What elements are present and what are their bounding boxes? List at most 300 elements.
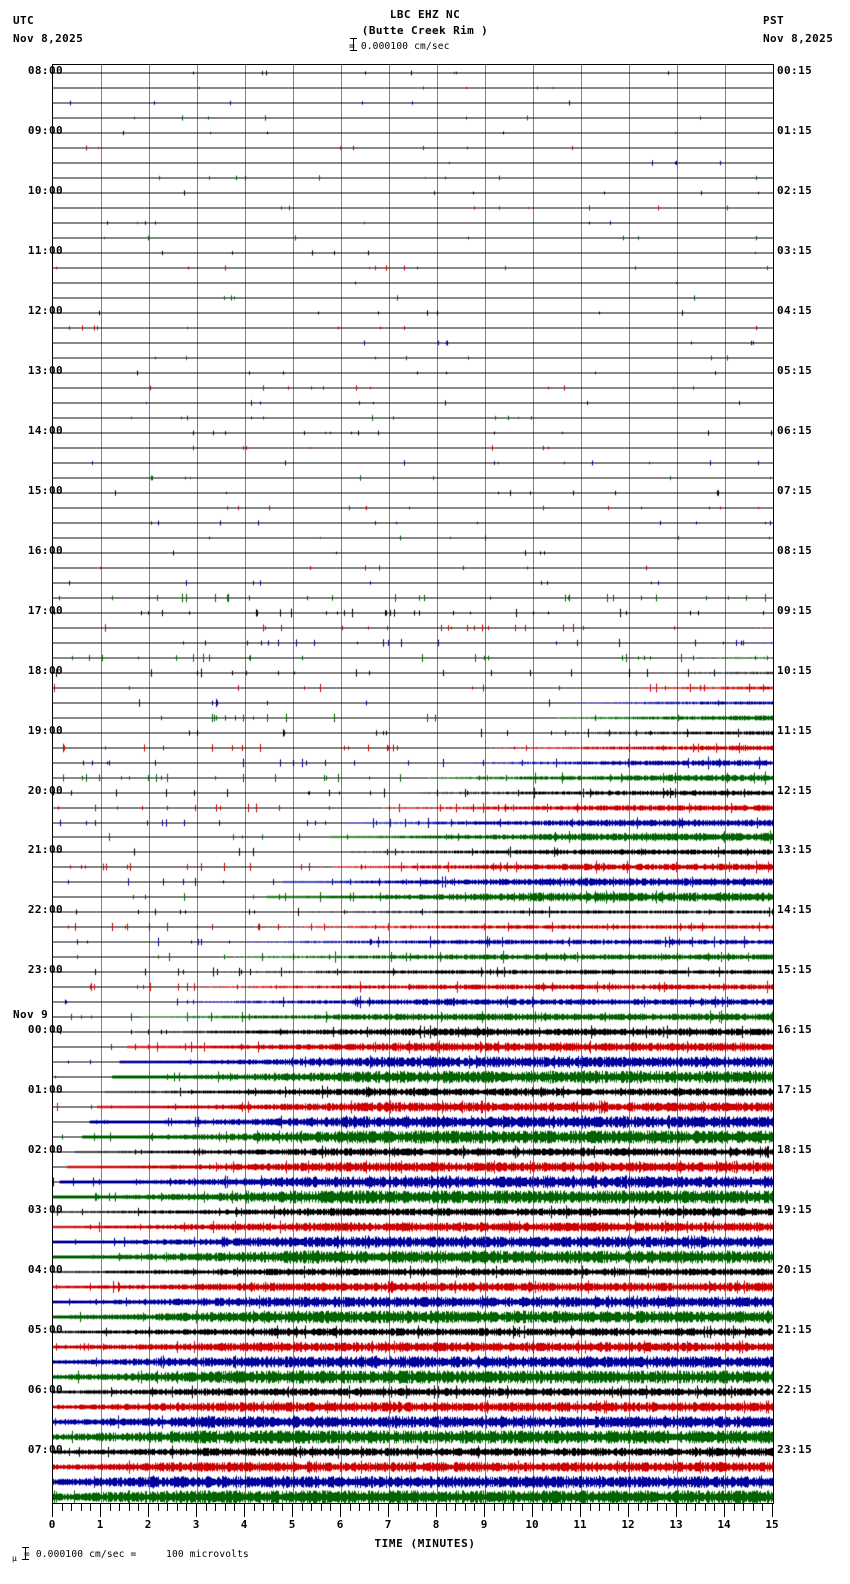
axis-minor-tick: [321, 1504, 322, 1511]
utc-hour-label: 12:00: [27, 303, 63, 317]
seismic-trace: [53, 447, 773, 448]
pst-hour-label: 09:15: [777, 603, 813, 617]
seismic-trace: [53, 372, 773, 373]
axis-tick-label: 9: [480, 1518, 488, 1531]
seismic-trace-canvas: [53, 1069, 773, 1084]
axis-tick-label: 10: [525, 1518, 539, 1531]
seismic-trace: [53, 1256, 773, 1257]
axis-minor-tick: [263, 1504, 264, 1511]
utc-hour-label: 19:00: [27, 723, 63, 737]
axis-minor-tick: [743, 1504, 744, 1511]
axis-minor-tick: [234, 1504, 235, 1511]
seismic-trace: [53, 642, 773, 643]
axis-tick-label: 8: [432, 1518, 440, 1531]
seismic-trace: [53, 687, 773, 688]
seismic-trace: [53, 537, 773, 538]
seismic-trace-canvas: [53, 829, 773, 844]
seismic-trace: [53, 1106, 773, 1107]
seismic-trace-canvas: [53, 1174, 773, 1189]
seismic-trace-canvas: [53, 530, 773, 545]
axis-minor-tick: [254, 1504, 255, 1511]
seismic-trace-canvas: [53, 1054, 773, 1069]
seismic-trace: [53, 941, 773, 942]
pst-hour-label: 14:15: [777, 903, 813, 917]
seismic-trace: [53, 1076, 773, 1077]
seismic-trace-canvas: [53, 1414, 773, 1429]
axis-minor-tick: [465, 1504, 466, 1511]
utc-hour-label: 07:00: [27, 1443, 63, 1457]
seismic-trace-canvas: [53, 1399, 773, 1414]
seismic-trace: [53, 117, 773, 118]
seismic-trace: [53, 402, 773, 403]
seismic-trace: [53, 87, 773, 88]
helicorder-plot-area[interactable]: [52, 64, 774, 1504]
seismic-trace-canvas: [53, 575, 773, 590]
seismic-trace-canvas: [53, 305, 773, 320]
axis-major-tick: [484, 1504, 485, 1517]
seismic-trace: [53, 1406, 773, 1407]
pst-hour-label: 11:15: [777, 723, 813, 737]
seismic-trace: [53, 1271, 773, 1272]
axis-minor-tick: [542, 1504, 543, 1511]
seismic-trace-canvas: [53, 605, 773, 620]
seismic-trace-canvas: [53, 1294, 773, 1309]
pst-hour-label: 17:15: [777, 1083, 813, 1097]
seismic-trace: [53, 462, 773, 463]
seismic-trace-canvas: [53, 755, 773, 770]
axis-major-tick: [532, 1504, 533, 1517]
axis-minor-tick: [551, 1504, 552, 1511]
seismic-trace: [53, 851, 773, 852]
axis-tick-label: 1: [96, 1518, 104, 1531]
axis-tick-label: 12: [621, 1518, 635, 1531]
axis-minor-tick: [311, 1504, 312, 1511]
seismic-trace-canvas: [53, 335, 773, 350]
pst-hour-label: 01:15: [777, 123, 813, 137]
pst-timezone-label: PST: [763, 14, 785, 27]
seismic-trace: [53, 986, 773, 987]
seismic-trace-canvas: [53, 1039, 773, 1054]
seismic-trace-canvas: [53, 994, 773, 1009]
seismic-trace-canvas: [53, 934, 773, 949]
axis-major-tick: [196, 1504, 197, 1517]
seismic-trace: [53, 1151, 773, 1152]
seismic-trace: [53, 1166, 773, 1167]
utc-hour-label: 16:00: [27, 543, 63, 557]
seismic-trace-canvas: [53, 170, 773, 185]
axis-minor-tick: [762, 1504, 763, 1511]
axis-minor-tick: [215, 1504, 216, 1511]
axis-major-tick: [340, 1504, 341, 1517]
utc-hour-label: 13:00: [27, 363, 63, 377]
axis-minor-tick: [734, 1504, 735, 1511]
pst-hour-label: 08:15: [777, 543, 813, 557]
axis-minor-tick: [714, 1504, 715, 1511]
seismic-trace-canvas: [53, 125, 773, 140]
seismic-trace-canvas: [53, 425, 773, 440]
axis-tick-label: 15: [765, 1518, 779, 1531]
seismic-trace: [53, 672, 773, 673]
axis-minor-tick: [407, 1504, 408, 1511]
seismic-trace: [53, 72, 773, 73]
seismic-trace-canvas: [53, 215, 773, 230]
axis-minor-tick: [638, 1504, 639, 1511]
axis-minor-tick: [398, 1504, 399, 1511]
utc-date-label: Nov 8,2025: [13, 32, 84, 45]
seismic-trace: [53, 747, 773, 748]
axis-minor-tick: [426, 1504, 427, 1511]
seismic-trace: [53, 162, 773, 163]
station-name-subtitle: (Butte Creek Rim ): [361, 24, 489, 37]
axis-minor-tick: [503, 1504, 504, 1511]
pst-hour-label: 10:15: [777, 663, 813, 677]
pst-date-label: Nov 8,2025: [763, 32, 834, 45]
axis-major-tick: [724, 1504, 725, 1517]
utc-hour-label: 06:00: [27, 1383, 63, 1397]
utc-hour-label: 17:00: [27, 603, 63, 617]
axis-major-tick: [52, 1504, 53, 1517]
seismic-trace: [53, 552, 773, 553]
utc-hour-label: 10:00: [27, 183, 63, 197]
seismic-trace-canvas: [53, 200, 773, 215]
seismic-trace: [53, 492, 773, 493]
seismic-trace-canvas: [53, 889, 773, 904]
seismic-trace: [53, 926, 773, 927]
seismic-trace-canvas: [53, 1144, 773, 1159]
seismic-trace-canvas: [53, 964, 773, 979]
seismic-trace: [53, 1136, 773, 1137]
axis-minor-tick: [446, 1504, 447, 1511]
seismic-trace: [53, 312, 773, 313]
axis-minor-tick: [417, 1504, 418, 1511]
axis-major-tick: [436, 1504, 437, 1517]
axis-minor-tick: [599, 1504, 600, 1511]
seismic-trace-canvas: [53, 155, 773, 170]
seismic-trace-canvas: [53, 785, 773, 800]
pst-hour-label: 23:15: [777, 1443, 813, 1457]
seismic-trace: [53, 102, 773, 103]
seismic-trace-canvas: [53, 545, 773, 560]
axis-minor-tick: [647, 1504, 648, 1511]
axis-minor-tick: [378, 1504, 379, 1511]
seismic-trace-canvas: [53, 665, 773, 680]
seismic-trace: [53, 881, 773, 882]
pst-hour-label: 12:15: [777, 783, 813, 797]
seismic-trace: [53, 1031, 773, 1032]
seismic-trace-canvas: [53, 95, 773, 110]
seismic-trace-canvas: [53, 1159, 773, 1174]
seismic-trace-canvas: [53, 275, 773, 290]
seismic-trace: [53, 1481, 773, 1482]
seismic-trace: [53, 1346, 773, 1347]
seismic-trace: [53, 132, 773, 133]
seismic-trace-canvas: [53, 620, 773, 635]
seismic-trace: [53, 582, 773, 583]
seismic-trace: [53, 1421, 773, 1422]
utc-hour-label: 23:00: [27, 963, 63, 977]
seismic-trace-canvas: [53, 1249, 773, 1264]
seismic-trace: [53, 1181, 773, 1182]
seismic-trace-canvas: [53, 844, 773, 859]
utc-hour-label: 03:00: [27, 1203, 63, 1217]
seismic-trace: [53, 387, 773, 388]
pst-hour-label: 06:15: [777, 423, 813, 437]
seismic-trace-canvas: [53, 410, 773, 425]
seismic-trace-canvas: [53, 635, 773, 650]
seismic-trace-canvas: [53, 365, 773, 380]
seismic-trace-canvas: [53, 1009, 773, 1024]
seismic-trace-canvas: [53, 725, 773, 740]
seismic-trace: [53, 282, 773, 283]
seismic-trace-canvas: [53, 1264, 773, 1279]
axis-minor-tick: [590, 1504, 591, 1511]
axis-minor-tick: [657, 1504, 658, 1511]
seismic-trace-canvas: [53, 1339, 773, 1354]
utc-hour-label: 22:00: [27, 903, 63, 917]
seismic-trace: [53, 417, 773, 418]
seismic-trace: [53, 657, 773, 658]
axis-minor-tick: [705, 1504, 706, 1511]
seismic-trace: [53, 732, 773, 733]
seismic-trace: [53, 792, 773, 793]
seismic-trace: [53, 836, 773, 837]
axis-minor-tick: [167, 1504, 168, 1511]
utc-hour-label: 08:00: [27, 64, 63, 77]
seismic-trace: [53, 702, 773, 703]
seismic-trace-canvas: [53, 290, 773, 305]
seismic-trace: [53, 1046, 773, 1047]
axis-tick-label: 4: [240, 1518, 248, 1531]
pst-hour-label: 13:15: [777, 843, 813, 857]
axis-minor-tick: [282, 1504, 283, 1511]
axis-minor-tick: [81, 1504, 82, 1511]
axis-minor-tick: [273, 1504, 274, 1511]
seismic-trace-canvas: [53, 470, 773, 485]
utc-hour-label: 09:00: [27, 123, 63, 137]
seismic-trace-canvas: [53, 1369, 773, 1384]
utc-hour-label: 18:00: [27, 663, 63, 677]
seismic-trace-canvas: [53, 140, 773, 155]
seismic-trace: [53, 327, 773, 328]
utc-hour-label: 04:00: [27, 1263, 63, 1277]
seismic-trace-canvas: [53, 1129, 773, 1144]
seismic-trace-canvas: [53, 1204, 773, 1219]
pst-hour-label: 07:15: [777, 483, 813, 497]
seismic-trace: [53, 267, 773, 268]
axis-tick-label: 11: [573, 1518, 587, 1531]
seismic-trace-canvas: [53, 350, 773, 365]
axis-minor-tick: [71, 1504, 72, 1511]
pst-hour-label: 22:15: [777, 1383, 813, 1397]
pst-hour-label: 16:15: [777, 1023, 813, 1037]
axis-minor-tick: [522, 1504, 523, 1511]
axis-minor-tick: [695, 1504, 696, 1511]
seismic-trace-canvas: [53, 1099, 773, 1114]
seismic-trace-canvas: [53, 455, 773, 470]
seismic-trace: [53, 1361, 773, 1362]
seismic-trace: [53, 1376, 773, 1377]
utc-hour-label: 05:00: [27, 1323, 63, 1337]
seismic-trace: [53, 822, 773, 823]
seismic-trace-canvas: [53, 1279, 773, 1294]
seismic-trace: [53, 777, 773, 778]
axis-minor-tick: [570, 1504, 571, 1511]
seismic-trace: [53, 1016, 773, 1017]
seismic-trace-canvas: [53, 859, 773, 874]
seismic-trace: [53, 237, 773, 238]
axis-major-tick: [388, 1504, 389, 1517]
axis-major-tick: [148, 1504, 149, 1517]
axis-tick-label: 3: [192, 1518, 200, 1531]
seismic-trace-canvas: [53, 770, 773, 785]
axis-minor-tick: [302, 1504, 303, 1511]
axis-minor-tick: [359, 1504, 360, 1511]
axis-minor-tick: [330, 1504, 331, 1511]
axis-minor-tick: [138, 1504, 139, 1511]
pst-hour-label: 03:15: [777, 243, 813, 257]
seismic-trace: [53, 477, 773, 478]
seismic-trace-canvas: [53, 1474, 773, 1489]
seismic-trace: [53, 1091, 773, 1092]
axis-minor-tick: [225, 1504, 226, 1511]
seismic-trace-canvas: [53, 230, 773, 245]
axis-major-tick: [244, 1504, 245, 1517]
pst-hour-label: 19:15: [777, 1203, 813, 1217]
seismic-trace-canvas: [53, 815, 773, 830]
seismic-trace-canvas: [53, 919, 773, 934]
pst-hour-label: 04:15: [777, 303, 813, 317]
seismic-trace-canvas: [53, 1384, 773, 1399]
axis-minor-tick: [369, 1504, 370, 1511]
axis-major-tick: [100, 1504, 101, 1517]
pst-hour-label: 02:15: [777, 183, 813, 197]
seismic-trace: [53, 1121, 773, 1122]
seismic-trace-canvas: [53, 320, 773, 335]
seismic-trace-canvas: [53, 185, 773, 200]
axis-tick-label: 2: [144, 1518, 152, 1531]
seismic-trace-canvas: [53, 65, 773, 80]
seismic-trace-canvas: [53, 1429, 773, 1444]
seismic-trace: [53, 222, 773, 223]
seismic-trace-canvas: [53, 1189, 773, 1204]
axis-major-tick: [628, 1504, 629, 1517]
seismic-trace-canvas: [53, 1444, 773, 1459]
amplitude-scale-label: = 0.000100 cm/sec: [349, 41, 450, 52]
seismic-trace-canvas: [53, 440, 773, 455]
axis-minor-tick: [513, 1504, 514, 1511]
seismic-trace: [53, 866, 773, 867]
axis-minor-tick: [455, 1504, 456, 1511]
seismic-trace-canvas: [53, 979, 773, 994]
axis-minor-tick: [350, 1504, 351, 1511]
seismic-trace-canvas: [53, 1354, 773, 1369]
seismic-trace-canvas: [53, 590, 773, 605]
axis-minor-tick: [753, 1504, 754, 1511]
seismic-trace: [53, 627, 773, 628]
utc-hour-label: 15:00: [27, 483, 63, 497]
utc-hour-label: 02:00: [27, 1143, 63, 1157]
utc-hour-label: 20:00: [27, 783, 63, 797]
axis-minor-tick: [119, 1504, 120, 1511]
seismic-trace-canvas: [53, 1024, 773, 1039]
pst-hour-label: 20:15: [777, 1263, 813, 1277]
seismic-trace-canvas: [53, 695, 773, 710]
seismic-trace: [53, 1331, 773, 1332]
x-axis-title: TIME (MINUTES): [374, 1537, 476, 1550]
axis-tick-label: 13: [669, 1518, 683, 1531]
seismic-trace: [53, 1001, 773, 1002]
seismic-trace-canvas: [53, 1489, 773, 1504]
axis-tick-label: 7: [384, 1518, 392, 1531]
seismic-trace-canvas: [53, 949, 773, 964]
axis-minor-tick: [62, 1504, 63, 1511]
seismic-trace: [53, 807, 773, 808]
seismic-trace-canvas: [53, 1324, 773, 1339]
seismic-trace: [53, 522, 773, 523]
seismic-trace: [53, 896, 773, 897]
pst-hour-label: 21:15: [777, 1323, 813, 1337]
axis-minor-tick: [177, 1504, 178, 1511]
axis-tick-label: 14: [717, 1518, 731, 1531]
seismic-trace-canvas: [53, 800, 773, 815]
utc-hour-label: 01:00: [27, 1083, 63, 1097]
seismic-trace: [53, 207, 773, 208]
seismic-trace: [53, 1301, 773, 1302]
seismic-trace-canvas: [53, 245, 773, 260]
time-axis: [52, 1503, 773, 1517]
seismic-trace: [53, 1391, 773, 1392]
seismic-trace-canvas: [53, 260, 773, 275]
seismic-trace-canvas: [53, 560, 773, 575]
seismic-trace: [53, 612, 773, 613]
footer-scale-label: = 0.000100 cm/sec = 100 microvolts: [24, 1549, 249, 1560]
seismic-trace-canvas: [53, 1114, 773, 1129]
seismic-trace: [53, 762, 773, 763]
axis-major-tick: [772, 1504, 773, 1517]
seismic-trace: [53, 342, 773, 343]
axis-major-tick: [580, 1504, 581, 1517]
seismic-trace-canvas: [53, 874, 773, 889]
seismic-trace: [53, 147, 773, 148]
pst-hour-label: 15:15: [777, 963, 813, 977]
seismic-trace: [53, 1211, 773, 1212]
axis-minor-tick: [618, 1504, 619, 1511]
axis-major-tick: [676, 1504, 677, 1517]
seismic-trace: [53, 357, 773, 358]
seismic-trace-canvas: [53, 1459, 773, 1474]
seismic-trace: [53, 177, 773, 178]
seismic-trace-canvas: [53, 650, 773, 665]
seismic-trace-canvas: [53, 500, 773, 515]
seismic-trace: [53, 1241, 773, 1242]
axis-minor-tick: [686, 1504, 687, 1511]
axis-minor-tick: [561, 1504, 562, 1511]
seismic-trace: [53, 567, 773, 568]
seismic-trace-canvas: [53, 1234, 773, 1249]
axis-tick-label: 0: [48, 1518, 56, 1531]
seismic-trace-canvas: [53, 485, 773, 500]
axis-minor-tick: [186, 1504, 187, 1511]
utc-hour-label: 11:00: [27, 243, 63, 257]
axis-major-tick: [292, 1504, 293, 1517]
axis-tick-label: 6: [336, 1518, 344, 1531]
seismic-trace: [53, 1286, 773, 1287]
seismic-trace: [53, 1496, 773, 1497]
axis-tick-label: 5: [288, 1518, 296, 1531]
utc-hour-label: 00:00: [27, 1023, 63, 1037]
utc-hour-label: 14:00: [27, 423, 63, 437]
seismic-trace-canvas: [53, 680, 773, 695]
